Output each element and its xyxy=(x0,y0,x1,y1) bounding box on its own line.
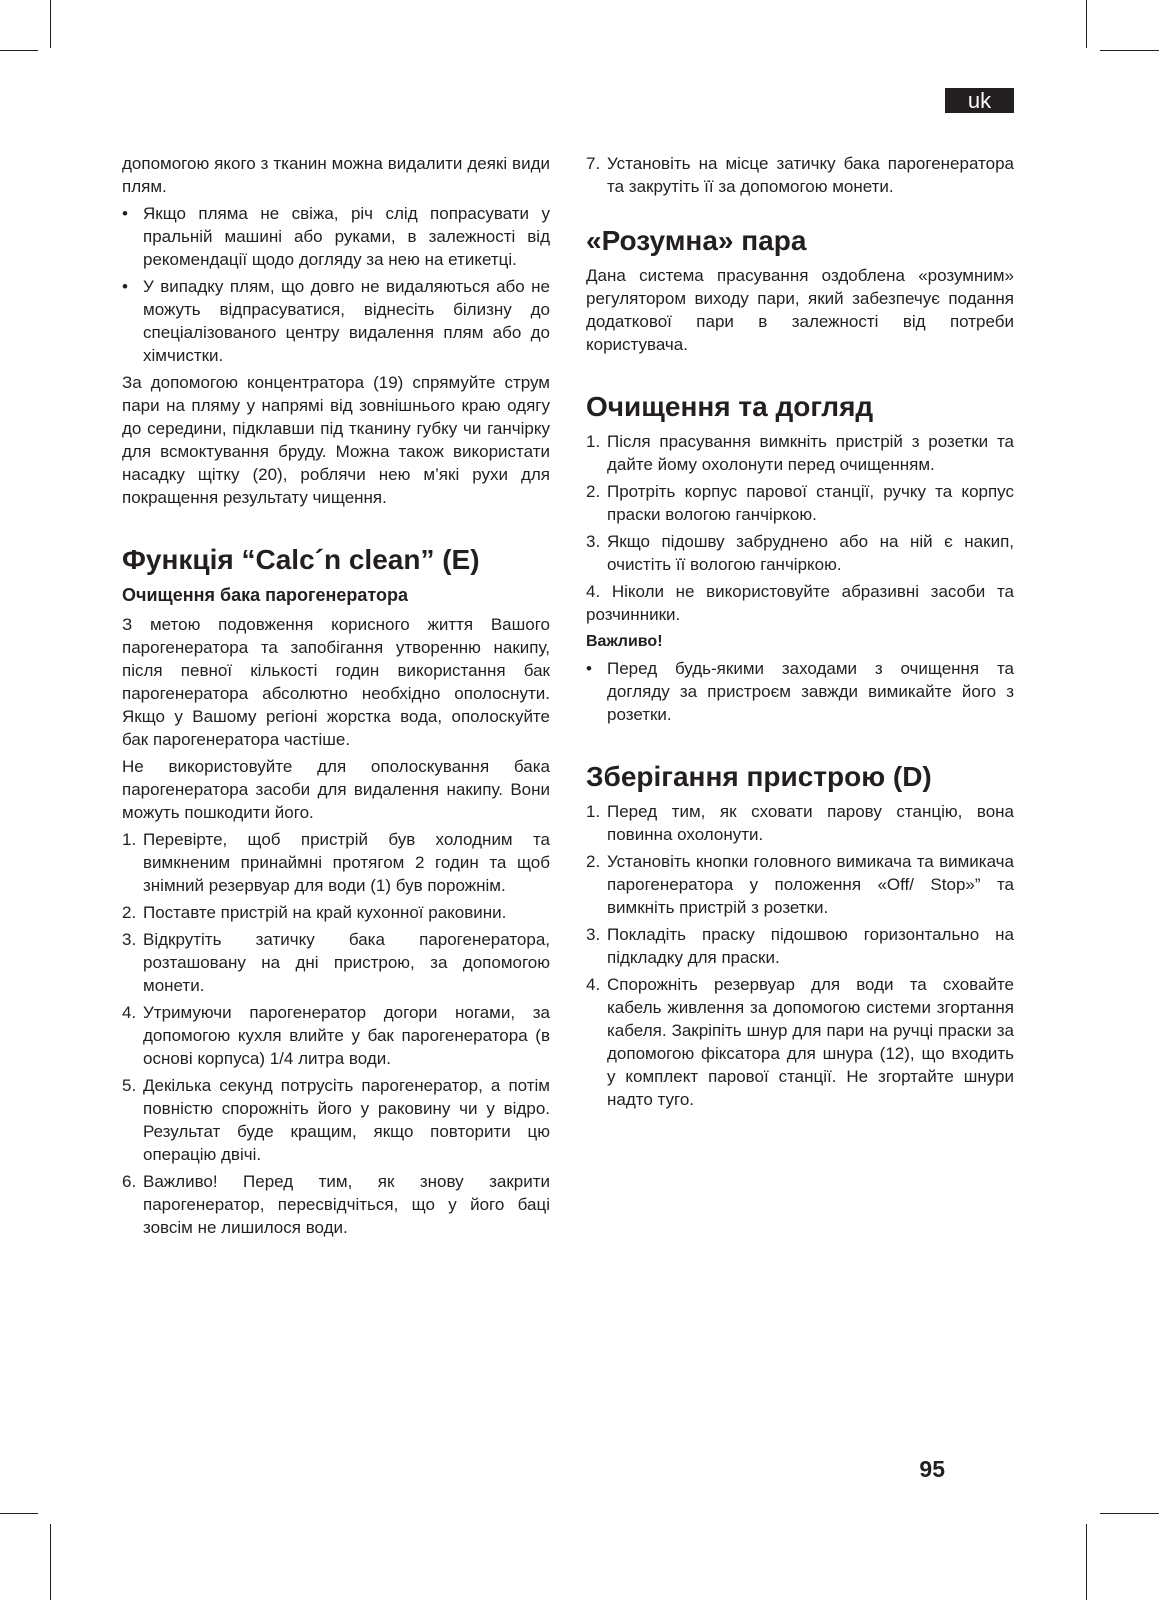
bullet-icon: • xyxy=(122,204,128,223)
list-item: 6. Важливо! Перед тим, як знову закрити парогенератор, пересвідчіться, що у його баці зовсім не лишилося води. xyxy=(122,1172,550,1237)
paragraph: З метою подовження корисного життя Вашого парогенератора та запобігання утворенню накипу, після певної кількості годин використання бак парогенератора абсолютно необхідно ополоснути. Якщо у Вашому регіоні жорстка вода, ополоскуйте бак парогенератора частіше. xyxy=(122,615,550,749)
crop-mark xyxy=(50,1524,51,1600)
bullet-item: • Перед будь-якими заходами з очищення та догляду за пристроєм завжди вимикайте його з розетки. xyxy=(586,659,1014,724)
section-heading: «Розумна» пара xyxy=(586,225,807,256)
paragraph: За допомогою концентратора (19) спрямуйте струм пари на пляму у напрямі від зовнішнього краю одягу до середини, підклавши під тканину губку чи ганчірку для всмоктування бруду. Можна також використати насадку щітку (20), роблячи нею м’які рухи для покращення результату чищення. xyxy=(122,373,550,507)
bullet-icon: • xyxy=(122,277,128,296)
list-item: 4. Спорожніть резервуар для води та сховайте кабель живлення за допомогою системи згортання кабеля. Закріпіть шнур для пари на ручці праски за допомогою фіксатора для шнура (12), що входить у комплект парової станції. Не згортайте шнури надто туго. xyxy=(586,975,1014,1109)
list-item: 1. Перевірте, щоб пристрій був холодним та вимкненим принаймні протягом 2 годин та щоб знімний резервуар для води (1) був порожнім. xyxy=(122,830,550,895)
crop-mark xyxy=(1100,50,1159,51)
crop-mark xyxy=(1086,1524,1087,1600)
page-number: 95 xyxy=(919,1456,945,1482)
list-item: 2. Протріть корпус парової станції, ручку та корпус праски вологою ганчіркою. xyxy=(586,482,1014,524)
list-item: 3. Покладіть праску підошвою горизонтально на підкладку для праски. xyxy=(586,925,1014,967)
list-item: 7. Установіть на місце затичку бака парогенератора та закрутіть її за допомогою монети. xyxy=(586,154,1014,196)
important-label: Важливо! xyxy=(586,633,663,650)
list-item: 1. Після прасування вимкніть пристрій з розетки та дайте йому охолонути перед очищенням. xyxy=(586,432,1014,474)
crop-mark xyxy=(0,50,38,51)
subsection-heading: Очищення бака парогенератора xyxy=(122,585,408,605)
list-item: 5. Декілька секунд потрусіть парогенератор, а потім повністю спорожніть його у раковину чи у відро. Результат буде кращим, якщо повторити цю операцію двічі. xyxy=(122,1076,550,1164)
list-item: 4. Ніколи не використовуйте абразивні засоби та розчинники. xyxy=(586,582,1014,624)
paragraph: Не використовуйте для ополоскування бака парогенератора засоби для видалення накипу. Вони можуть пошкодити його. xyxy=(122,757,550,822)
language-badge: uk xyxy=(945,88,1014,113)
crop-mark xyxy=(1086,0,1087,48)
crop-mark xyxy=(0,1513,38,1514)
list-item: 3. Відкрутіть затичку бака парогенератора, розташовану на дні пристрою, за допомогою монети. xyxy=(122,930,550,995)
paragraph: допомогою якого з тканин можна видалити деякі види плям. xyxy=(122,154,550,196)
list-item: 4. Утримуючи парогенератор догори ногами, за допомогою кухля влийте у бак парогенератора (в основі корпуса) 1/4 литра води. xyxy=(122,1003,550,1068)
bullet-item: • У випадку плям, що довго не видаляються або не можуть відпрасуватися, віднесіть білизну до спеціалізованого центру видалення плям або до хімчистки. xyxy=(122,277,550,365)
crop-mark xyxy=(1100,1513,1159,1514)
right-column xyxy=(586,152,1014,1115)
list-item: 3. Якщо підошву забруднено або на ній є накип, очистіть її вологою ганчіркою. xyxy=(586,532,1014,574)
list-item: 2. Поставте пристрій на край кухонної раковини. xyxy=(122,903,507,922)
list-item: 1. Перед тим, як сховати парову станцію, вона повинна охолонути. xyxy=(586,802,1014,844)
crop-mark xyxy=(50,0,51,48)
section-heading: Функція “Calc´n clean” (E) xyxy=(122,544,480,575)
bullet-item: • Якщо пляма не свіжа, річ слід попрасувати у пральній машині або руками, в залежності від рекомендації щодо догляду за нею на етикетці. xyxy=(122,204,550,269)
section-heading: Зберігання пристрою (D) xyxy=(586,761,932,792)
section-heading: Очищення та догляд xyxy=(586,391,874,422)
bullet-icon: • xyxy=(586,659,592,678)
left-column xyxy=(122,152,550,1243)
list-item: 2. Установіть кнопки головного вимикача та вимикача парогенератора у положення «Off/ Stop»” та вимкніть пристрій з розетки. xyxy=(586,852,1014,917)
paragraph: Дана система прасування оздоблена «розумним» регулятором виходу пари, який забезпечує подання додаткової пари в залежності від потреби користувача. xyxy=(586,266,1014,354)
